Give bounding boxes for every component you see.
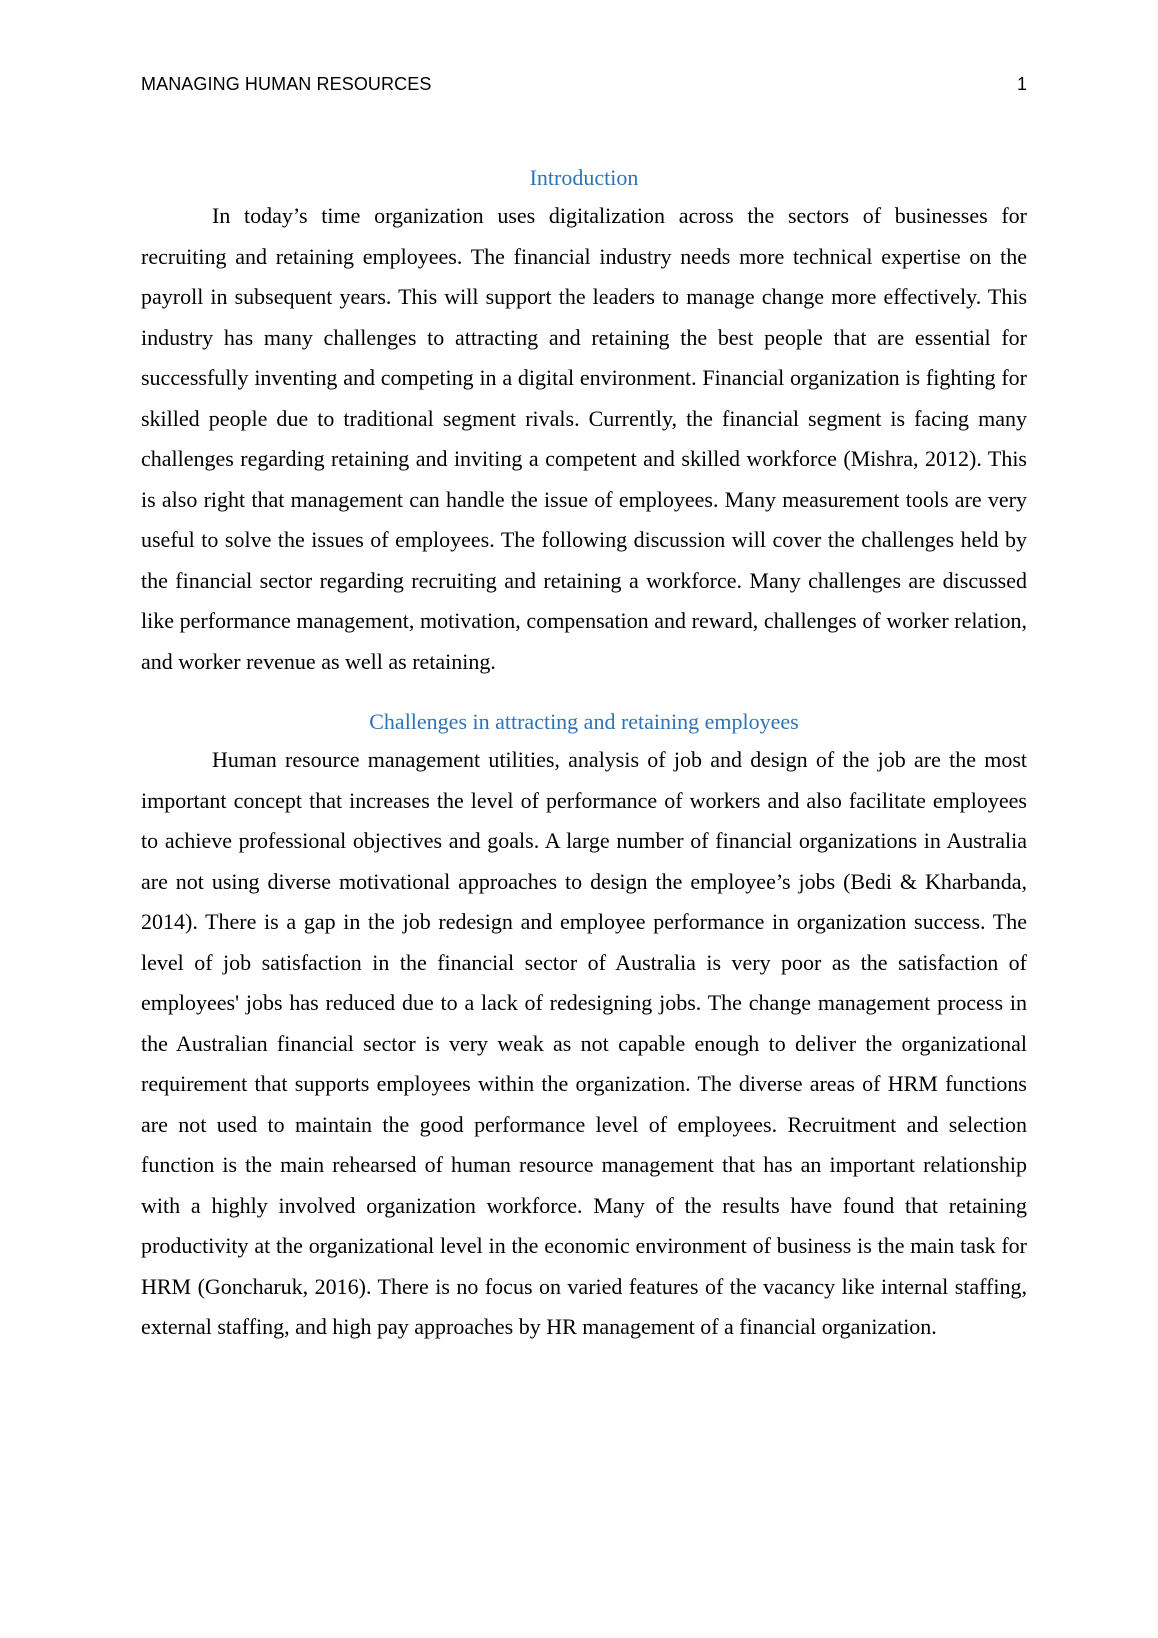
section-spacer — [141, 682, 1027, 704]
page-number: 1 — [1016, 74, 1027, 94]
document-body — [141, 160, 1027, 1348]
page-header — [141, 72, 1027, 96]
section-introduction — [141, 160, 1027, 682]
section-heading-introduction: Introduction — [529, 165, 639, 190]
challenges-paragraph: Human resource management utilities, analysis of job and design of the job are the most important concept that increases the level of performance of workers and also facilitate employees to achieve professional objectives and goals. A large number of financial organizations in Australia are not using diverse motivational approaches to design the employee’s jobs (Bedi & Kharbanda, 2014). There is a gap in the job redesign and employee performance in organization success. The level of job satisfaction in the financial sector of Australia is very poor as the satisfaction of employees' jobs has reduced due to a lack of redesigning jobs. The change management process in the Australian financial sector is very weak as not capable enough to deliver the organizational requirement that supports employees within the organization. The diverse areas of HRM functions are not used to maintain the good performance level of employees. Recruitment and selection function is the main rehearsed of human resource management that has an important relationship with a highly involved organization workforce. Many of the results have found that retaining productivity at the organizational level in the economic environment of business is the main task for HRM (Goncharuk, 2016). There is no focus on varied features of the vacancy like internal staffing, external staffing, and high pay approaches by HR management of a financial organization. — [141, 747, 1027, 1339]
running-head: MANAGING HUMAN RESOURCES — [141, 74, 432, 94]
introduction-paragraph: In today’s time organization uses digitalization across the sectors of businesses for recruiting and retaining employees. The financial industry needs more technical expertise on the payroll in subsequent years. This will support the leaders to manage change more effectively. This industry has many challenges to attracting and retaining the best people that are essential for successfully inventing and competing in a digital environment. Financial organization is fighting for skilled people due to traditional segment rivals. Currently, the financial segment is facing many challenges regarding retaining and inviting a competent and skilled workforce (Mishra, 2012). This is also right that management can handle the issue of employees. Many measurement tools are very useful to solve the issues of employees. The following discussion will cover the challenges held by the financial sector regarding recruiting and retaining a workforce. Many challenges are discussed like performance management, motivation, compensation and reward, challenges of worker relation, and worker revenue as well as retaining. — [141, 203, 1027, 674]
section-heading-challenges: Challenges in attracting and retaining employees — [369, 709, 799, 734]
section-challenges — [141, 704, 1027, 1348]
